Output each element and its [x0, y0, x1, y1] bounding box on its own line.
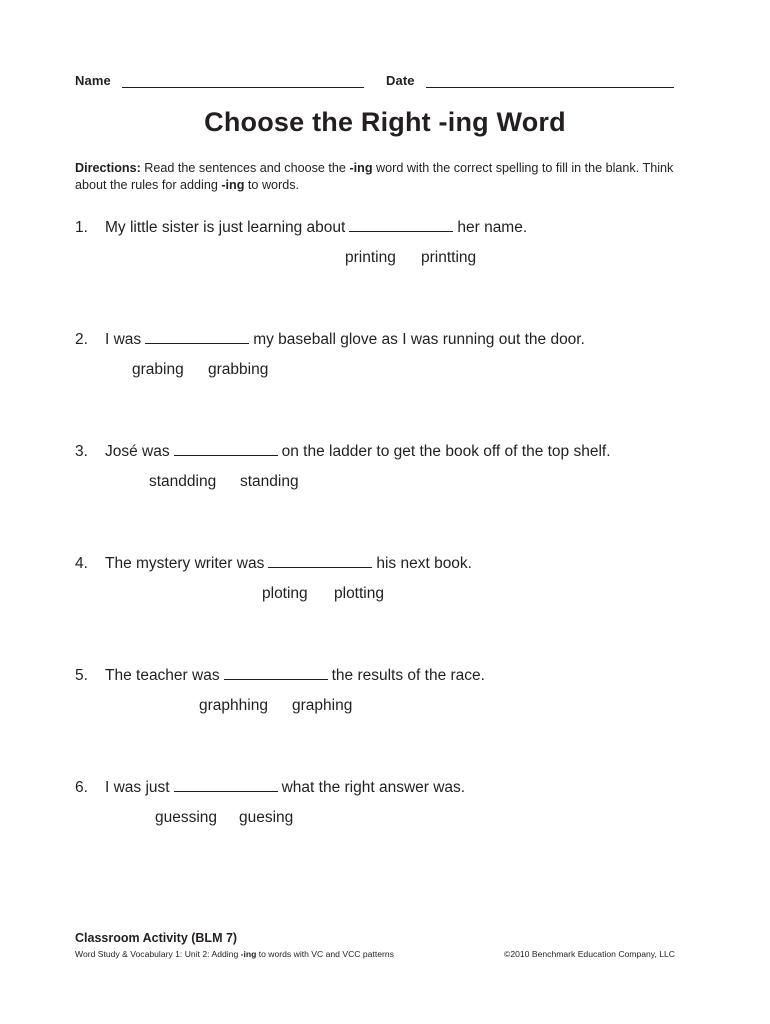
footer-title: Classroom Activity (BLM 7): [75, 931, 238, 945]
question-number: 3.: [75, 443, 88, 460]
question-text-after: her name.: [457, 219, 528, 236]
question-number: 4.: [75, 555, 88, 572]
option-4b: plotting: [334, 585, 384, 602]
question-3: [75, 443, 611, 461]
directions-text-3: to words.: [244, 178, 300, 192]
page-title: Choose the Right -ing Word: [204, 107, 566, 137]
question-number: 6.: [75, 779, 88, 796]
question-number: 5.: [75, 667, 88, 684]
option-5b: graphing: [292, 697, 353, 714]
question-text-after: my baseball glove as I was running out the door.: [253, 331, 585, 348]
directions-ing-1: -ing: [349, 161, 373, 175]
option-3a: standding: [149, 473, 217, 490]
question-text-after: what the right answer was.: [281, 779, 466, 796]
question-number: 2.: [75, 331, 88, 348]
option-5a: graphhing: [199, 697, 268, 714]
question-text-before: I was: [105, 331, 142, 348]
answer-blank-2[interactable]: [145, 343, 249, 344]
option-6b: guesing: [239, 809, 294, 826]
directions-text-1: Read the sentences and choose the: [140, 161, 350, 175]
question-text-after: on the ladder to get the book off of the top shelf.: [281, 443, 611, 460]
answer-blank-5[interactable]: [224, 679, 328, 680]
question-text-before: The mystery writer was: [105, 555, 265, 572]
name-field[interactable]: [122, 87, 364, 88]
option-1a: printing: [345, 249, 396, 266]
question-text-after: his next book.: [376, 555, 472, 572]
question-text-before: José was: [105, 443, 170, 460]
answer-blank-6[interactable]: [174, 791, 278, 792]
option-4a: ploting: [262, 585, 308, 602]
question-6: [75, 779, 465, 797]
date-field[interactable]: [426, 87, 674, 88]
directions-label: Directions:: [75, 161, 141, 175]
option-6a: guessing: [155, 809, 218, 826]
directions: [75, 160, 675, 194]
footer-sub-text-2: to words with VC and VCC patterns: [256, 949, 394, 959]
answer-blank-3[interactable]: [174, 455, 278, 456]
footer-subtitle: [75, 949, 394, 959]
question-1: [75, 219, 527, 237]
question-text-after: the results of the race.: [331, 667, 485, 684]
question-number: 1.: [75, 219, 88, 236]
answer-blank-1[interactable]: [349, 231, 453, 232]
footer-copyright: ©2010 Benchmark Education Company, LLC: [504, 949, 675, 959]
question-text-before: The teacher was: [105, 667, 220, 684]
footer-sub-ing: -ing: [240, 949, 257, 959]
option-1b: printting: [421, 249, 477, 266]
directions-text-2: word with the correct spelling to fill in the blank. Think about the rules for adding: [75, 161, 674, 192]
option-3b: standing: [240, 473, 299, 490]
footer-sub-text-1: Word Study & Vocabulary 1: Unit 2: Adding: [75, 949, 241, 959]
option-2a: grabing: [132, 361, 184, 378]
question-5: [75, 667, 485, 685]
date-label: Date: [386, 73, 415, 88]
answer-blank-4[interactable]: [268, 567, 372, 568]
question-text-before: I was just: [105, 779, 170, 796]
name-label: Name: [75, 73, 111, 88]
directions-ing-2: -ing: [221, 178, 245, 192]
question-4: [75, 555, 472, 573]
option-2b: grabbing: [208, 361, 269, 378]
question-text-before: My little sister is just learning about: [105, 219, 346, 236]
question-2: [75, 331, 585, 349]
